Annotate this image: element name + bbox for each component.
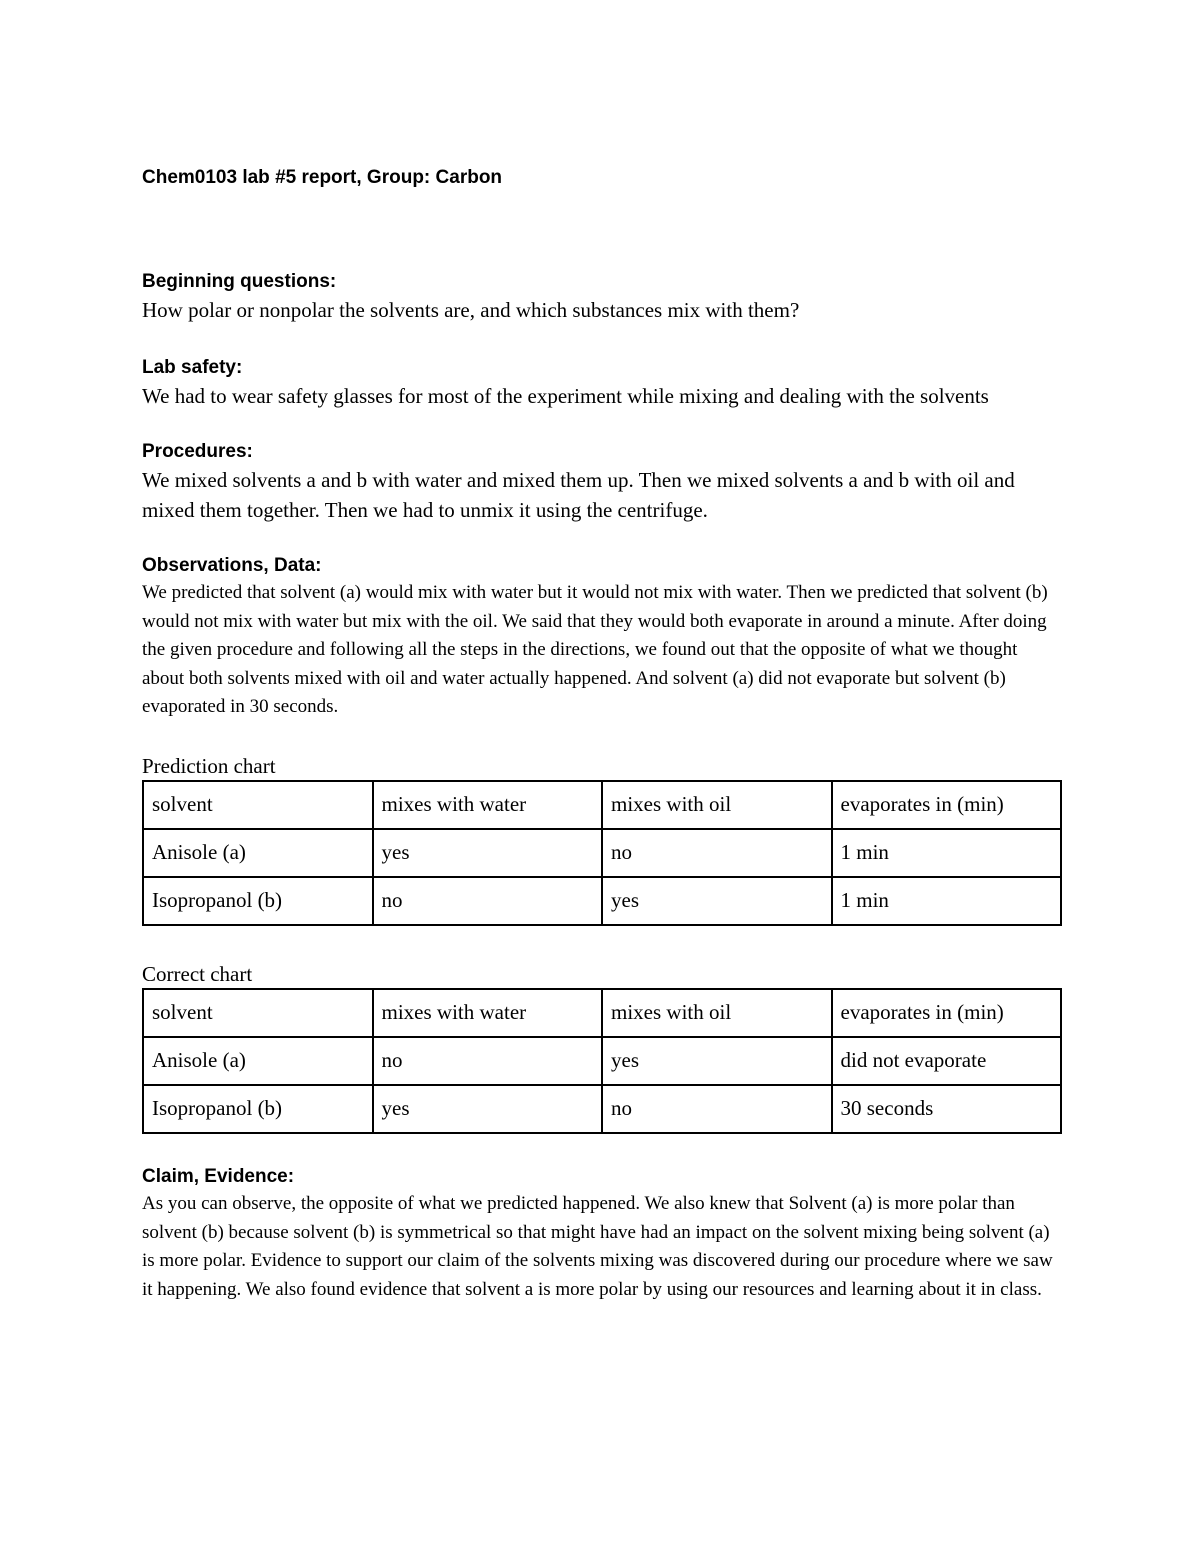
table-cell: yes [373, 829, 603, 877]
table-cell: Isopropanol (b) [143, 877, 373, 925]
table-cell: no [373, 1037, 603, 1085]
prediction-chart-table [142, 780, 1062, 926]
table-cell: yes [602, 1037, 832, 1085]
table-row [143, 1037, 1061, 1085]
table-cell: Anisole (a) [143, 829, 373, 877]
table-cell: Anisole (a) [143, 1037, 373, 1085]
table-header-cell: solvent [143, 781, 373, 829]
table-cell: yes [602, 877, 832, 925]
table-header-cell: mixes with oil [602, 989, 832, 1037]
lab-safety-text: We had to wear safety glasses for most of the experiment while mixing and dealing with the solvents [142, 384, 989, 408]
table-header-cell: mixes with oil [602, 781, 832, 829]
table-header-cell: mixes with water [373, 781, 603, 829]
observations-heading: Observations, Data: [142, 555, 322, 576]
table-header-row [143, 989, 1061, 1037]
table-cell: no [602, 1085, 832, 1133]
claim-evidence-text: As you can observe, the opposite of what we predicted happened. We also knew that Solvent (a) is more polar than solvent (b) because solvent (b) is symmetrical so that might have had an impact on the solvent mixing being solvent (a) is more polar. Evidence to support our claim of the solvents mixing was discovered during our procedure where we saw it happening. We also found evidence that solvent a is more polar by using our resources and learning about it in class. [142, 1192, 1053, 1300]
table-header-cell: solvent [143, 989, 373, 1037]
table-cell: 30 seconds [832, 1085, 1062, 1133]
procedures-heading: Procedures: [142, 441, 253, 462]
table-header-cell: mixes with water [373, 989, 603, 1037]
table-row [143, 829, 1061, 877]
prediction-chart-caption: Prediction chart [142, 753, 276, 778]
beginning-questions-text: How polar or nonpolar the solvents are, and which substances mix with them? [142, 298, 800, 322]
table-cell: Isopropanol (b) [143, 1085, 373, 1133]
table-cell: 1 min [832, 877, 1062, 925]
correct-chart-caption: Correct chart [142, 961, 253, 986]
table-cell: yes [373, 1085, 603, 1133]
lab-safety-heading: Lab safety: [142, 357, 243, 378]
correct-chart-table [142, 988, 1062, 1134]
procedures-text: We mixed solvents a and b with water and mixed them up. Then we mixed solvents a and b with oil and mixed them together. Then we had to unmix it using the centrifuge. [142, 468, 1015, 522]
table-header-cell: evaporates in (min) [832, 781, 1062, 829]
table-cell: did not evaporate [832, 1037, 1062, 1085]
document-page [142, 165, 1062, 1304]
claim-evidence-heading: Claim, Evidence: [142, 1165, 295, 1187]
table-cell: no [602, 829, 832, 877]
table-row [143, 877, 1061, 925]
table-cell: no [373, 877, 603, 925]
beginning-questions-heading: Beginning questions: [142, 271, 337, 292]
table-header-cell: evaporates in (min) [832, 989, 1062, 1037]
observations-text: We predicted that solvent (a) would mix with water but it would not mix with water. Then we predicted that solvent (b) would not mix with water but mix with the oil. We said that they would both evaporate in around a minute. After doing the given procedure and following all the steps in the directions, we found out that the opposite of what we thought about both solvents mixed with oil and water actually happened. And solvent (a) did not evaporate but solvent (b) evaporated in 30 seconds. [142, 582, 1048, 718]
table-header-row [143, 781, 1061, 829]
table-row [143, 1085, 1061, 1133]
report-title: Chem0103 lab #5 report, Group: Carbon [142, 167, 503, 188]
table-cell: 1 min [832, 829, 1062, 877]
